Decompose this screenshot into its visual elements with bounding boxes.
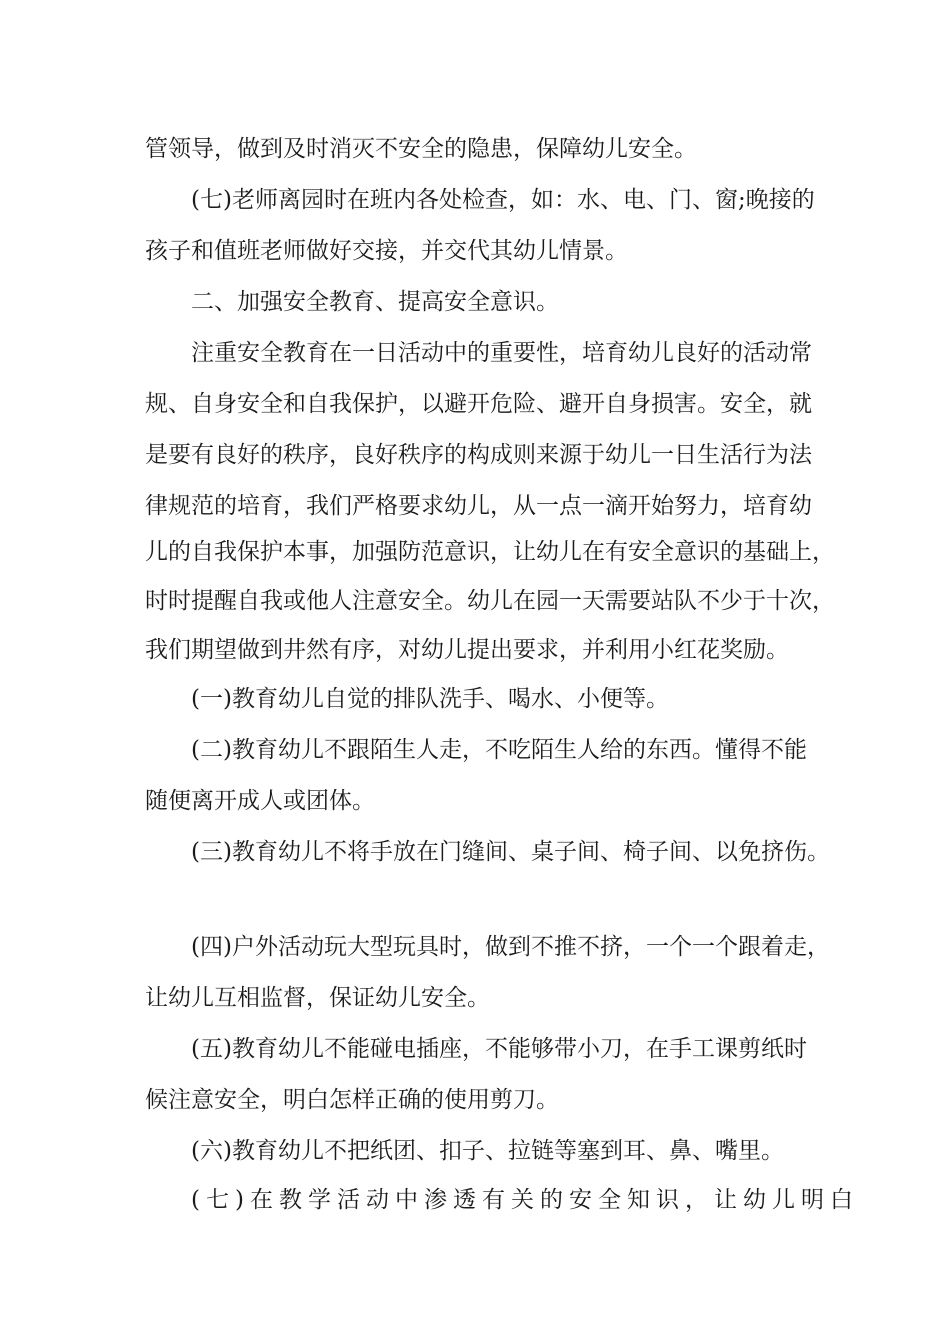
text-line: 我们期望做到井然有序，对幼儿提出要求，并利用小红花奖励。 bbox=[145, 637, 789, 663]
text-line: (七)老师离园时在班内各处检查，如：水、电、门、窗;晚接的 bbox=[191, 187, 815, 213]
text-line: (五)教育幼儿不能碰电插座，不能够带小刀，在手工课剪纸时 bbox=[191, 1036, 807, 1062]
text-line: (四)户外活动玩大型玩具时，做到不推不挤，一个一个跟着走， bbox=[191, 934, 830, 960]
text-line: 时时提醒自我或他人注意安全。幼儿在园一天需要站队不少于十次， bbox=[145, 588, 835, 614]
section-heading: 二、加强安全教育、提高安全意识。 bbox=[191, 289, 559, 315]
text-line: (三)教育幼儿不将手放在门缝间、桌子间、椅子间、以免挤伤。 bbox=[191, 839, 830, 865]
text-line: 随便离开成人或团体。 bbox=[145, 788, 375, 814]
text-line: 规、自身安全和自我保护，以避开危险、避开自身损害。安全，就 bbox=[145, 391, 812, 417]
text-line: (二)教育幼儿不跟陌生人走，不吃陌生人给的东西。懂得不能 bbox=[191, 737, 807, 763]
text-line: 让幼儿互相监督，保证幼儿安全。 bbox=[145, 985, 490, 1011]
text-line: (七)在教学活动中渗透有关的安全知识，让幼儿明白 bbox=[191, 1187, 859, 1213]
text-line: 注重安全教育在一日活动中的重要性，培育幼儿良好的活动常 bbox=[191, 340, 812, 366]
text-line: 孩子和值班老师做好交接，并交代其幼儿情景。 bbox=[145, 238, 628, 264]
text-line: 管领导，做到及时消灭不安全的隐患，保障幼儿安全。 bbox=[145, 136, 697, 162]
text-line: 是要有良好的秩序，良好秩序的构成则来源于幼儿一日生活行为法 bbox=[145, 442, 812, 468]
text-line: 律规范的培育，我们严格要求幼儿，从一点一滴开始努力，培育幼 bbox=[145, 493, 812, 519]
text-line: (六)教育幼儿不把纸团、扣子、拉链等塞到耳、鼻、嘴里。 bbox=[191, 1138, 784, 1164]
text-line: (一)教育幼儿自觉的排队洗手、喝水、小便等。 bbox=[191, 686, 669, 712]
text-line: 儿的自我保护本事，加强防范意识，让幼儿在有安全意识的基础上， bbox=[145, 539, 835, 565]
text-line: 候注意安全，明白怎样正确的使用剪刀。 bbox=[145, 1087, 559, 1113]
